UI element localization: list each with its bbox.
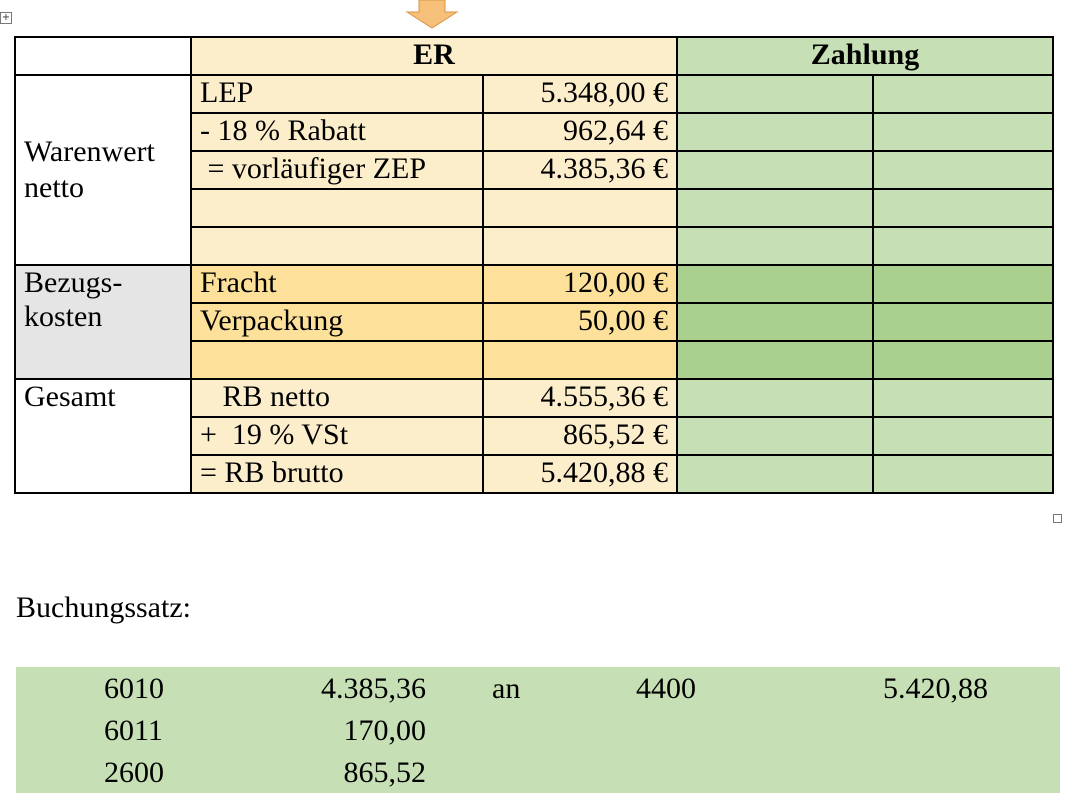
zahlung-cell[interactable] xyxy=(677,189,873,227)
zahlung-cell[interactable] xyxy=(677,227,873,265)
row-value[interactable]: 865,52 € xyxy=(483,417,677,455)
row-value[interactable]: 962,64 € xyxy=(483,113,677,151)
empty-header-cell[interactable] xyxy=(15,37,191,75)
table-row xyxy=(15,75,1053,113)
row-label[interactable]: LEP xyxy=(191,75,483,113)
table-move-handle[interactable]: + xyxy=(1,12,11,23)
an-keyword: an xyxy=(492,672,521,705)
row-label[interactable] xyxy=(191,189,483,227)
group-warenwert[interactable]: Warenwert netto xyxy=(15,75,191,265)
zahlung-cell[interactable] xyxy=(873,227,1053,265)
zahlung-cell[interactable] xyxy=(873,151,1053,189)
zahlung-cell[interactable] xyxy=(677,455,873,493)
row-value[interactable] xyxy=(483,227,677,265)
soll-konto[interactable]: 6010 xyxy=(104,672,164,705)
soll-konto[interactable]: 2600 xyxy=(104,756,164,789)
row-value[interactable]: 4.385,36 € xyxy=(483,151,677,189)
buchung-row xyxy=(16,753,1060,795)
zahlung-cell[interactable] xyxy=(873,303,1053,341)
zahlung-cell[interactable] xyxy=(677,379,873,417)
buchung-row xyxy=(16,711,1060,753)
row-label[interactable]: = vorläufiger ZEP xyxy=(191,151,483,189)
group-bezugskosten[interactable]: Bezugs- kosten xyxy=(15,265,191,379)
table-resize-handle[interactable] xyxy=(1053,514,1062,523)
zahlung-cell[interactable] xyxy=(873,265,1053,303)
buchung-row xyxy=(16,669,1060,711)
row-value[interactable]: 120,00 € xyxy=(483,265,677,303)
haben-betrag[interactable]: 5.420,88 xyxy=(883,672,988,705)
zahlung-cell[interactable] xyxy=(677,75,873,113)
row-label[interactable]: RB netto xyxy=(191,379,483,417)
table-row xyxy=(15,265,1053,303)
zahlung-cell[interactable] xyxy=(873,113,1053,151)
zahlung-cell[interactable] xyxy=(873,417,1053,455)
row-value[interactable]: 5.420,88 € xyxy=(483,455,677,493)
zahlung-cell[interactable] xyxy=(677,341,873,379)
soll-konto[interactable]: 6011 xyxy=(104,714,163,747)
zahlung-cell[interactable] xyxy=(677,265,873,303)
row-value[interactable]: 4.555,36 € xyxy=(483,379,677,417)
row-value[interactable]: 5.348,00 € xyxy=(483,75,677,113)
zahlung-cell[interactable] xyxy=(873,189,1053,227)
soll-betrag[interactable]: 4.385,36 xyxy=(321,672,426,705)
soll-betrag[interactable]: 865,52 xyxy=(343,756,426,789)
header-row xyxy=(15,37,1053,75)
row-value[interactable] xyxy=(483,341,677,379)
row-label[interactable]: Fracht xyxy=(191,265,483,303)
haben-konto[interactable]: 4400 xyxy=(636,672,696,705)
soll-betrag[interactable]: 170,00 xyxy=(343,714,426,747)
row-value[interactable] xyxy=(483,189,677,227)
table-row xyxy=(15,379,1053,417)
row-label[interactable]: + 19 % VSt xyxy=(191,417,483,455)
zahlung-cell[interactable] xyxy=(873,341,1053,379)
row-label[interactable]: Verpackung xyxy=(191,303,483,341)
buchungssatz-label: Buchungssatz: xyxy=(16,591,191,624)
buchungssatz-block xyxy=(16,667,1060,793)
zahlung-cell[interactable] xyxy=(677,113,873,151)
row-label[interactable]: = RB brutto xyxy=(191,455,483,493)
row-label[interactable]: - 18 % Rabatt xyxy=(191,113,483,151)
zahlung-cell[interactable] xyxy=(873,455,1053,493)
er-table xyxy=(14,36,1054,494)
row-label[interactable] xyxy=(191,227,483,265)
zahlung-cell[interactable] xyxy=(873,75,1053,113)
header-er[interactable]: ER xyxy=(191,37,677,75)
zahlung-cell[interactable] xyxy=(677,417,873,455)
row-value[interactable]: 50,00 € xyxy=(483,303,677,341)
zahlung-cell[interactable] xyxy=(873,379,1053,417)
row-label[interactable] xyxy=(191,341,483,379)
zahlung-cell[interactable] xyxy=(677,151,873,189)
group-gesamt[interactable]: Gesamt xyxy=(15,379,191,493)
header-zahlung[interactable]: Zahlung xyxy=(677,37,1053,75)
zahlung-cell[interactable] xyxy=(677,303,873,341)
down-arrow-icon xyxy=(405,0,459,30)
